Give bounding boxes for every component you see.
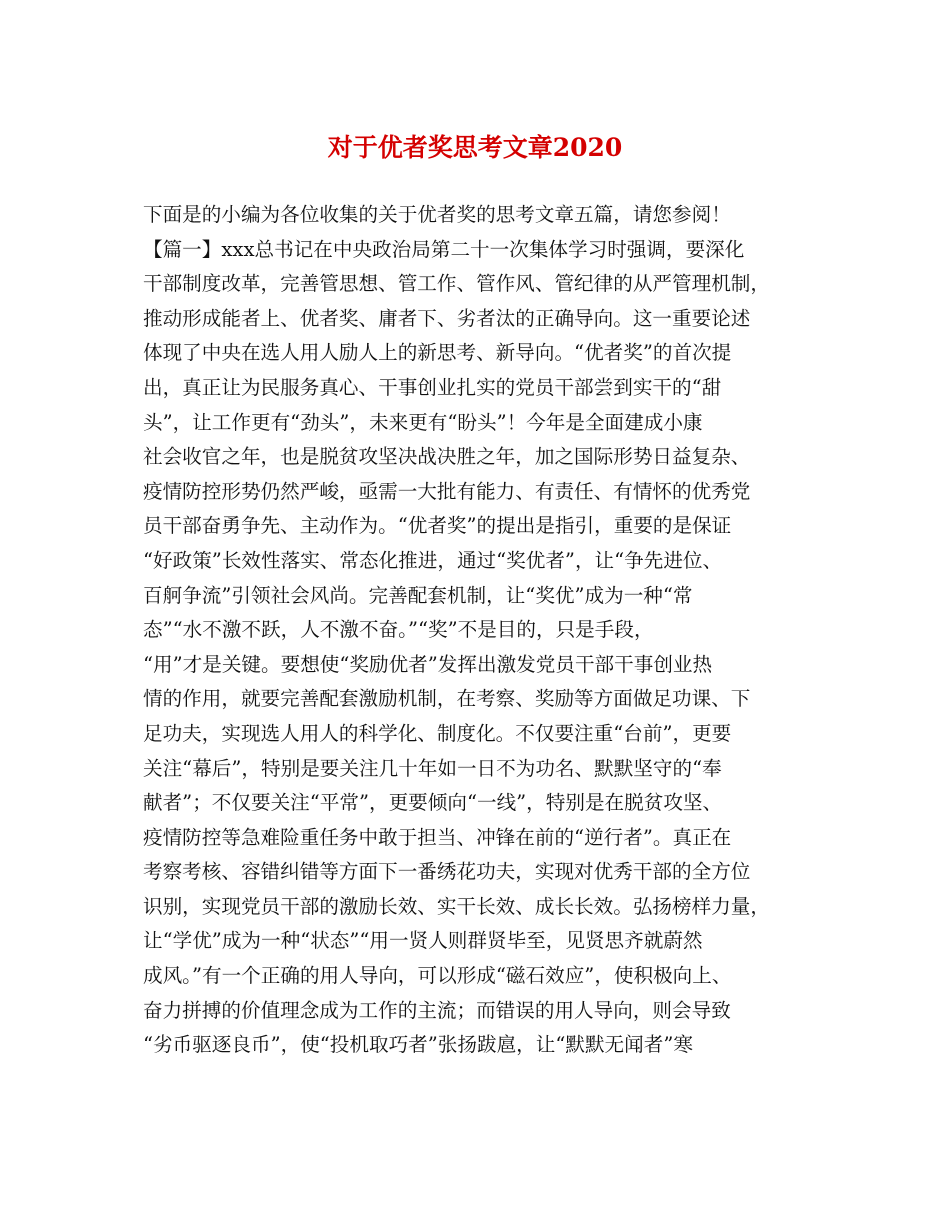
paragraph-line: 推动形成能者上、优者奖、庸者下、劣者汰的正确导向。这一重要论述 [143, 306, 751, 330]
paragraph-line: 【篇一】xxx总书记在中央政治局第二十一次集体学习时强调，要深化 [143, 237, 745, 261]
paragraph-line: 下面是的小编为各位收集的关于优者奖的思考文章五篇，请您参阅！ [143, 203, 731, 226]
paragraph-line: 员干部奋勇争先、主动作为。“优者奖”的提出是指引，重要的是保证 [143, 514, 732, 538]
paragraph-line: 关注“幕后”，特别是要关注几十年如一日不为功名、默默坚守的“奉 [143, 756, 722, 780]
paragraph-line: “用”才是关键。要想使“奖励优者”发挥出激发党员干部干事创业热 [143, 652, 713, 676]
paragraph-line: 奋力拼搏的价值理念成为工作的主流；而错误的用人导向，则会导致 [143, 998, 731, 1022]
paragraph-line: 识别，实现党员干部的激励长效、实干长效、成长长效。弘扬榜样力量， [143, 894, 770, 918]
paragraph-line: 头”，让工作更有“劲头”，未来更有“盼头”！今年是全面建成小康 [143, 410, 703, 434]
paragraph-line: 足功夫，实现选人用人的科学化、制度化。不仅要注重“台前”，更要 [143, 721, 732, 745]
paragraph-line: “好政策”长效性落实、常态化推进，通过“奖优者”，让“争先进位、 [143, 548, 723, 572]
paragraph-line: 社会收官之年，也是脱贫攻坚决战决胜之年，加之国际形势日益复杂、 [143, 445, 751, 469]
paragraph-line: 疫情防控等急难险重任务中敢于担当、冲锋在前的“逆行者”。真正在 [143, 825, 732, 849]
paragraph-line: 出，真正让为民服务真心、干事创业扎实的党员干部尝到实干的“甜 [143, 375, 722, 399]
paragraph-line: 让“学优”成为一种“状态”“用一贤人则群贤毕至，见贤思齐就蔚然 [143, 929, 703, 953]
paragraph-line: 情的作用，就要完善配套激励机制，在考察、奖励等方面做足功课、下 [143, 687, 751, 711]
paragraph-line: 疫情防控形势仍然严峻，亟需一大批有能力、有责任、有情怀的优秀党 [143, 479, 751, 503]
paragraph-line: “劣币驱逐良币”，使“投机取巧者”张扬跋扈，让“默默无闻者”寒 [143, 1033, 693, 1057]
paragraph-line: 百舸争流”引领社会风尚。完善配套机制，让“奖优”成为一种“常 [143, 583, 693, 607]
paragraph-line: 成风。”有一个正确的用人导向，可以形成“磁石效应”，使积极向上、 [143, 964, 732, 988]
paragraph-line: 干部制度改革，完善管思想、管工作、管作风、管纪律的从严管理机制， [143, 272, 770, 296]
paragraph-line: 体现了中央在选人用人励人上的新思考、新导向。“优者奖”的首次提 [143, 341, 732, 365]
document-body [143, 198, 833, 1063]
paragraph-line: 考察考核、容错纠错等方面下一番绣花功夫，实现对优秀干部的全方位 [143, 860, 751, 884]
paragraph-line: 献者”；不仅要关注“平常”，更要倾向“一线”，特别是在脱贫攻坚、 [143, 791, 723, 815]
paragraph-line: 态”“水不激不跃，人不激不奋。”“奖”不是目的，只是手段， [143, 618, 654, 642]
document-title: 对于优者奖思考文章2020 [327, 133, 623, 162]
